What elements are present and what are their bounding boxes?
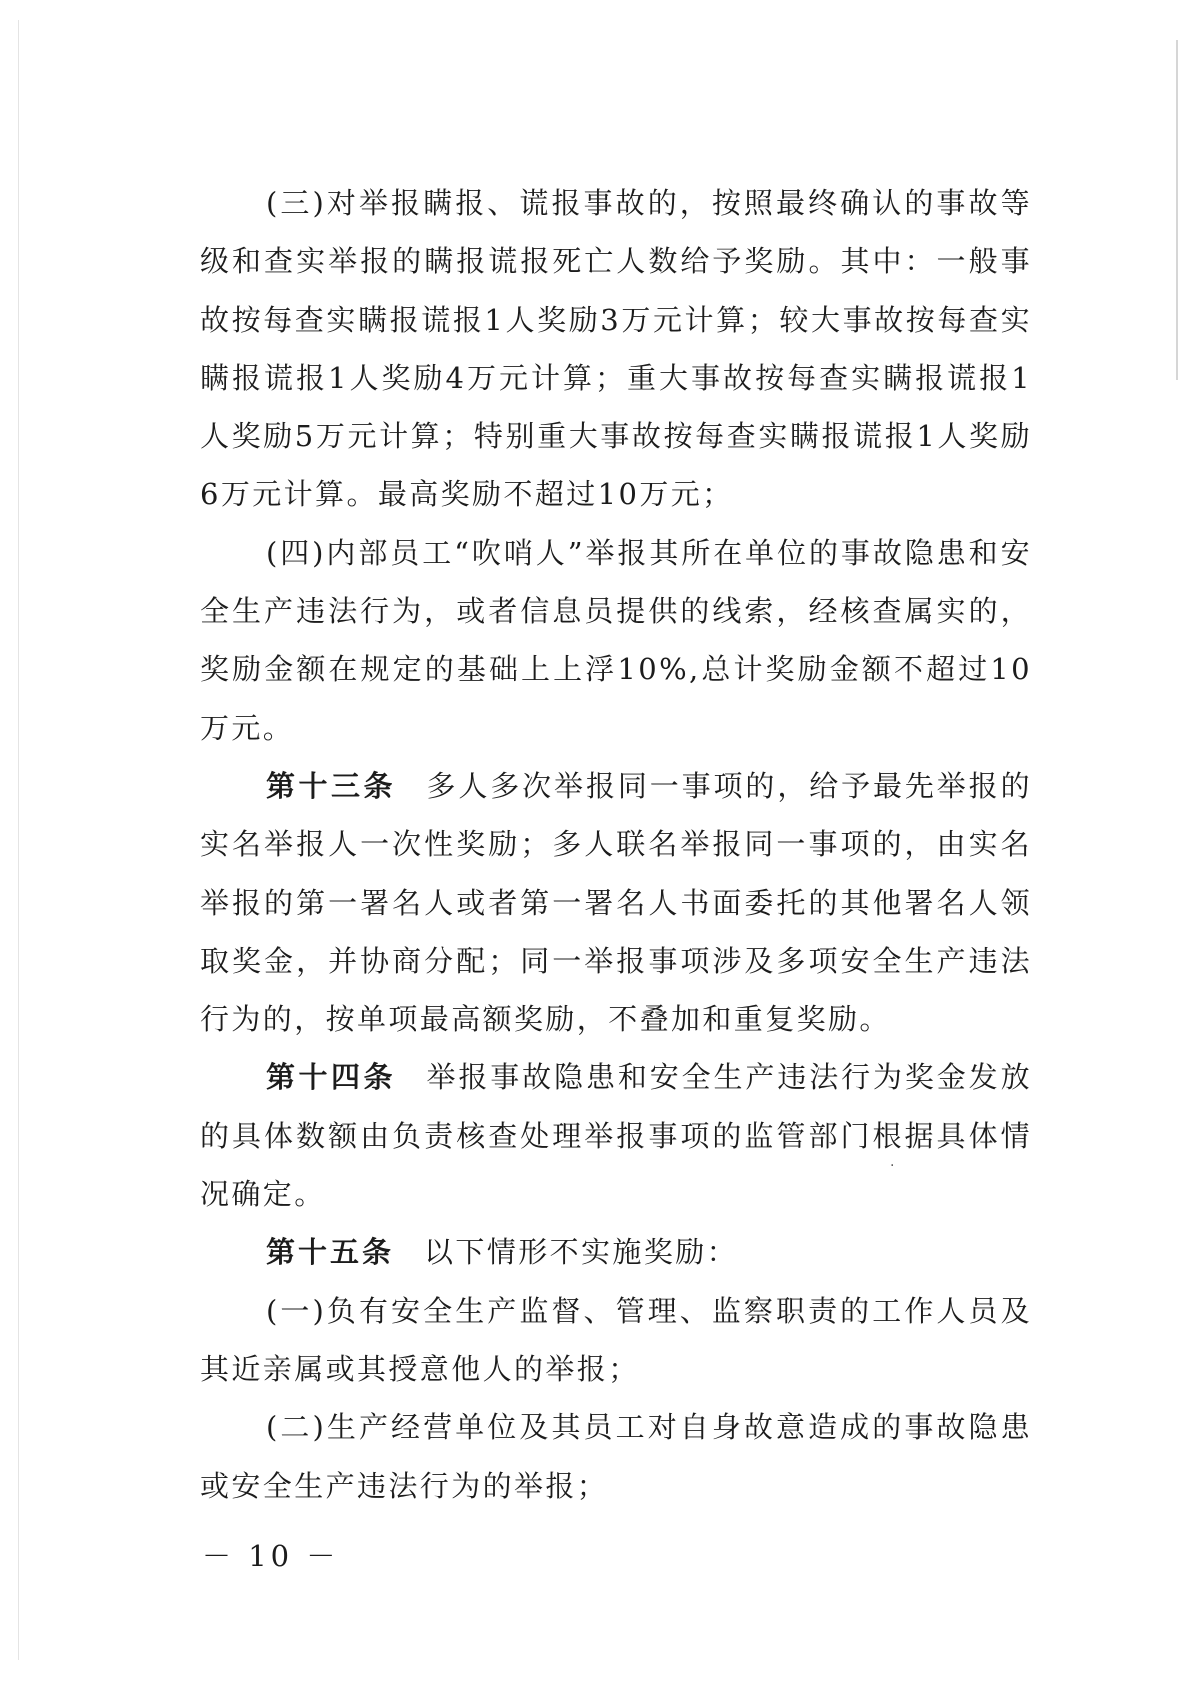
article-heading: 第十三条 (266, 768, 396, 803)
scan-page-edge-right (1176, 40, 1178, 380)
paragraph-text: 以下情形不实施奖励： (424, 1235, 739, 1270)
paragraph-text: (一)负有安全生产监督、管理、监察职责的工作人员及其近亲属或其授意他人的举报； (200, 1293, 1032, 1386)
paragraph-text: (三)对举报瞒报、谎报事故的，按照最终确认的事故等级和查实举报的瞒报谎报死亡人数给予奖励。其中：一般事故按每查实瞒报谎报1人奖励3万元计算；较大事故按每查实瞒报谎报1人奖励4万元计算；重大事故按每查实瞒报谎报1人奖励5万元计算；特别重大事故按每查实瞒报谎报1人奖励6万元计算。最高奖励不超过10万元； (200, 186, 1032, 512)
article-14 (200, 1048, 1032, 1223)
article-heading: 第十四条 (266, 1060, 396, 1095)
paragraph-text: 多人多次举报同一事项的，给予最先举报的实名举报人一次性奖励；多人联名举报同一事项的，由实名举报的第一署名人或者第一署名人书面委托的其他署名人领取奖金，并协商分配；同一举报事项涉及多项安全生产违法行为的，按单项最高额奖励，不叠加和重复奖励。 (200, 768, 1032, 1037)
paragraph-text: (四)内部员工“吹哨人”举报其所在单位的事故隐患和安全生产违法行为，或者信息员提供的线索，经核查属实的，奖励金额在规定的基础上上浮10%,总计奖励金额不超过10万元。 (200, 535, 1032, 745)
paragraph-item-3-reward (200, 174, 1032, 524)
paragraph-text: 举报事故隐患和安全生产违法行为奖金发放的具体数额由负责核查处理举报事项的监管部门根据具体情况确定。 (200, 1060, 1032, 1212)
paragraph-item-2-exclusion (200, 1398, 1032, 1515)
paragraph-text: (二)生产经营单位及其员工对自身故意造成的事故隐患或安全生产违法行为的举报； (200, 1410, 1032, 1503)
article-heading: 第十五条 (266, 1235, 395, 1270)
document-body (200, 174, 1032, 1515)
article-15 (200, 1223, 1032, 1281)
page-number: － 10 － (202, 1539, 340, 1573)
scan-page-edge-left (18, 20, 19, 1660)
article-13 (200, 757, 1032, 1048)
paragraph-item-4-reward (200, 524, 1032, 757)
paragraph-item-1-exclusion (200, 1282, 1032, 1399)
scan-speck: · (890, 1158, 895, 1174)
